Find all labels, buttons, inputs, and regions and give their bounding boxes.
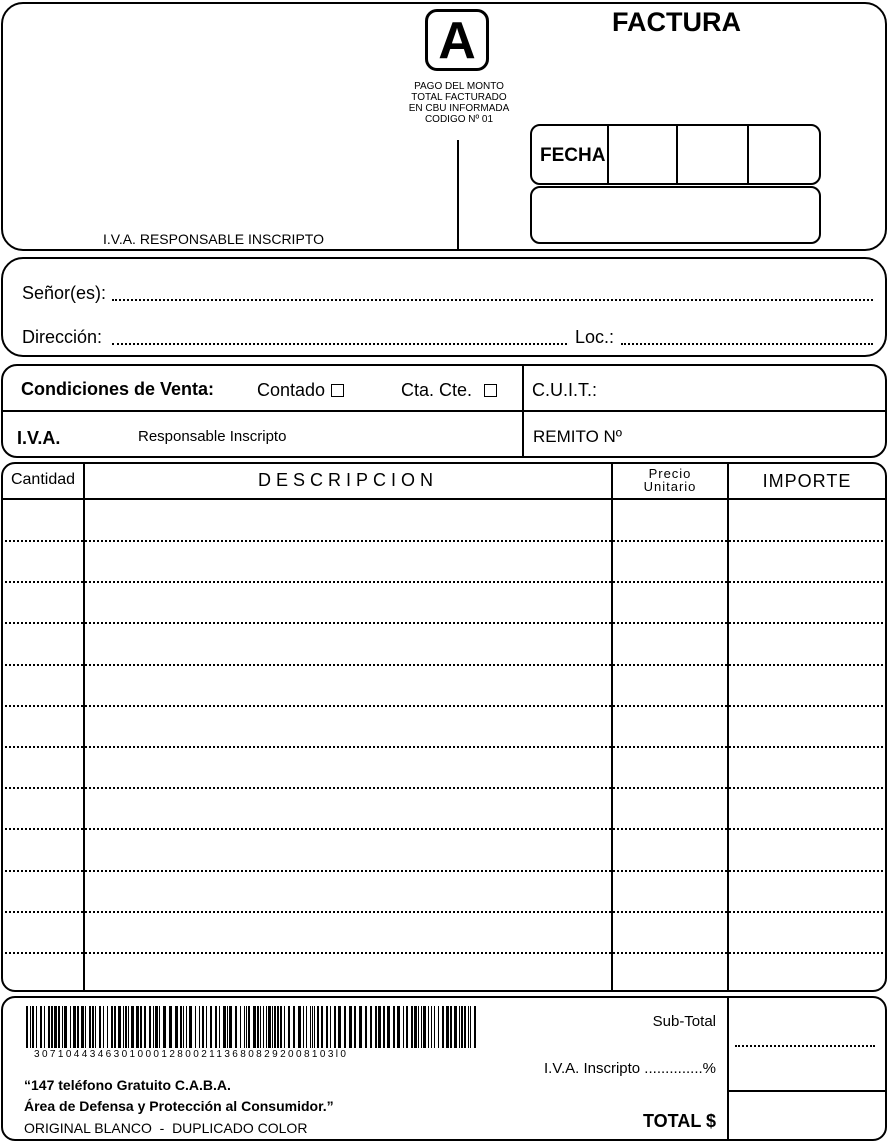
barcode-bar bbox=[321, 1006, 323, 1048]
barcode-bar bbox=[349, 1006, 352, 1048]
precio-line: Precio bbox=[648, 466, 692, 481]
letter-note-line: CODIGO Nº 01 bbox=[424, 114, 494, 125]
barcode-bar bbox=[293, 1006, 295, 1048]
barcode-bar bbox=[330, 1006, 331, 1048]
barcode-bar bbox=[383, 1006, 385, 1048]
barcode-bar bbox=[223, 1006, 226, 1048]
barcode-bar bbox=[240, 1006, 241, 1048]
barcode-bar bbox=[359, 1006, 362, 1048]
barcode-bar bbox=[459, 1006, 460, 1048]
barcode-bar bbox=[284, 1006, 285, 1048]
barcode-bar bbox=[58, 1006, 60, 1048]
barcode-bar bbox=[442, 1006, 444, 1048]
barcode-bar bbox=[263, 1006, 264, 1048]
barcode-bar bbox=[474, 1006, 476, 1048]
direccion-line bbox=[112, 343, 567, 345]
barcode-bar bbox=[235, 1006, 237, 1048]
col-header-cantidad: Cantidad bbox=[10, 471, 76, 488]
barcode-bar bbox=[461, 1006, 463, 1048]
barcode-bar bbox=[246, 1006, 247, 1048]
direccion-label: Dirección: bbox=[22, 327, 103, 347]
barcode-bar bbox=[266, 1006, 267, 1048]
barcode-bar bbox=[215, 1006, 217, 1048]
barcode-bar bbox=[89, 1006, 91, 1048]
barcode-bar bbox=[306, 1006, 307, 1048]
table-row bbox=[5, 540, 883, 542]
letter-note bbox=[398, 81, 520, 125]
conditions-vertical-divider bbox=[522, 364, 524, 458]
barcode-bar bbox=[229, 1006, 232, 1048]
barcode-bar bbox=[92, 1006, 94, 1048]
unitario-line: Unitario bbox=[643, 479, 697, 494]
barcode-bar bbox=[244, 1006, 245, 1048]
barcode-bar bbox=[206, 1006, 207, 1048]
barcode-bar bbox=[354, 1006, 356, 1048]
barcode-bar bbox=[418, 1006, 419, 1048]
barcode-bar bbox=[30, 1006, 31, 1048]
barcode-bar bbox=[414, 1006, 417, 1048]
letter-note-line: TOTAL FACTURADO bbox=[411, 92, 507, 103]
barcode-bars bbox=[26, 1006, 478, 1048]
table-row bbox=[5, 664, 883, 666]
barcode-bar bbox=[280, 1006, 282, 1048]
fecha-divider bbox=[607, 126, 609, 183]
barcode-bar bbox=[62, 1006, 63, 1048]
barcode-bar bbox=[40, 1006, 42, 1048]
barcode-bar bbox=[468, 1006, 469, 1048]
header-divider bbox=[457, 140, 459, 250]
barcode-bar bbox=[95, 1006, 96, 1048]
senores-label: Señor(es): bbox=[22, 283, 107, 303]
iva-amount-line bbox=[735, 1045, 875, 1047]
barcode-bar bbox=[421, 1006, 422, 1048]
localidad-line bbox=[621, 343, 873, 345]
cta-cte-checkbox[interactable] bbox=[484, 384, 497, 397]
barcode-bar bbox=[85, 1006, 86, 1048]
barcode-bar bbox=[32, 1006, 34, 1048]
barcode-bar bbox=[114, 1006, 116, 1048]
barcode-bar bbox=[103, 1006, 104, 1048]
barcode-bar bbox=[387, 1006, 390, 1048]
barcode-bar bbox=[446, 1006, 449, 1048]
barcode-bar bbox=[54, 1006, 57, 1048]
barcode-bar bbox=[298, 1006, 301, 1048]
barcode-bar bbox=[125, 1006, 127, 1048]
barcode-bar bbox=[44, 1006, 45, 1048]
barcode-bar bbox=[428, 1006, 429, 1048]
condiciones-venta-label: Condiciones de Venta: bbox=[21, 379, 215, 399]
barcode-bar bbox=[175, 1006, 178, 1048]
barcode-bar bbox=[268, 1006, 271, 1048]
barcode-bar bbox=[51, 1006, 53, 1048]
barcode-bar bbox=[163, 1006, 166, 1048]
barcode-bar bbox=[118, 1006, 121, 1048]
remito-label: REMITO Nº bbox=[533, 427, 623, 446]
barcode-bar bbox=[73, 1006, 76, 1048]
table-row bbox=[5, 828, 883, 830]
barcode-bar bbox=[64, 1006, 67, 1048]
invoice-letter: A bbox=[438, 12, 476, 70]
table-row bbox=[5, 787, 883, 789]
barcode-bar bbox=[210, 1006, 212, 1048]
barcode-bar bbox=[344, 1006, 346, 1048]
barcode-bar bbox=[365, 1006, 367, 1048]
barcode-bar bbox=[257, 1006, 259, 1048]
barcode-bar bbox=[180, 1006, 182, 1048]
barcode-bar bbox=[128, 1006, 129, 1048]
letter-note-line: PAGO DEL MONTO bbox=[414, 81, 504, 92]
total-label: TOTAL $ bbox=[642, 1111, 716, 1131]
barcode-bar bbox=[70, 1006, 71, 1048]
barcode-bar bbox=[403, 1006, 404, 1048]
table-row bbox=[5, 705, 883, 707]
contado-checkbox[interactable] bbox=[331, 384, 344, 397]
barcode-bar bbox=[183, 1006, 184, 1048]
barcode-bar bbox=[310, 1006, 311, 1048]
barcode-bar bbox=[140, 1006, 142, 1048]
barcode-bar bbox=[77, 1006, 79, 1048]
barcode-bar bbox=[155, 1006, 158, 1048]
barcode-bar bbox=[438, 1006, 439, 1048]
conditions-divider bbox=[1, 410, 887, 412]
copies-note: ORIGINAL BLANCO - DUPLICADO COLOR bbox=[24, 1120, 308, 1136]
barcode-bar bbox=[131, 1006, 134, 1048]
table-row bbox=[5, 870, 883, 872]
barcode-bar bbox=[260, 1006, 261, 1048]
col-header-importe: IMPORTE bbox=[762, 471, 852, 491]
barcode-bar bbox=[36, 1006, 37, 1048]
fecha-day-month-divider bbox=[676, 126, 678, 183]
barcode-bar bbox=[189, 1006, 192, 1048]
barcode-bar bbox=[312, 1006, 313, 1048]
localidad-label: Loc.: bbox=[575, 327, 615, 347]
barcode-bar bbox=[393, 1006, 395, 1048]
fecha-box bbox=[530, 124, 821, 185]
barcode-bar bbox=[253, 1006, 256, 1048]
barcode-bar bbox=[303, 1006, 304, 1048]
fecha-month-year-divider bbox=[747, 126, 749, 183]
barcode-bar bbox=[248, 1006, 250, 1048]
barcode-bar bbox=[186, 1006, 187, 1048]
barcode-bar bbox=[370, 1006, 372, 1048]
barcode-bar bbox=[274, 1006, 276, 1048]
barcode-bar bbox=[195, 1006, 196, 1048]
barcode-bar bbox=[277, 1006, 279, 1048]
subtotal-label: Sub-Total bbox=[652, 1013, 716, 1030]
barcode-bar bbox=[406, 1006, 408, 1048]
barcode-bar bbox=[227, 1006, 228, 1048]
table-row bbox=[5, 581, 883, 583]
letter-note-line: EN CBU INFORMADA bbox=[408, 103, 510, 114]
barcode-bar bbox=[411, 1006, 413, 1048]
cuit-label: C.U.I.T.: bbox=[532, 380, 598, 400]
barcode-bar bbox=[48, 1006, 50, 1048]
barcode-bar bbox=[169, 1006, 172, 1048]
invoice-letter-box bbox=[425, 9, 489, 71]
barcode-bar bbox=[136, 1006, 139, 1048]
barcode-bar bbox=[397, 1006, 400, 1048]
barcode-bar bbox=[107, 1006, 108, 1048]
footer-divider bbox=[727, 996, 729, 1141]
cta-cte-label: Cta. Cte. bbox=[401, 380, 473, 400]
table-row bbox=[5, 622, 883, 624]
barcode-bar bbox=[434, 1006, 435, 1048]
barcode-bar bbox=[288, 1006, 290, 1048]
senores-line bbox=[112, 299, 873, 301]
iva-label: I.V.A. bbox=[17, 428, 61, 448]
client-box bbox=[1, 257, 887, 357]
number-box bbox=[530, 186, 821, 244]
barcode-bar bbox=[375, 1006, 377, 1048]
iva-condition: I.V.A. RESPONSABLE INSCRIPTO bbox=[103, 231, 324, 247]
cta-cte-option[interactable] bbox=[401, 380, 497, 401]
col-header-precio-unitario bbox=[613, 467, 727, 493]
iva-inscripto-label: I.V.A. Inscripto ..............% bbox=[543, 1060, 716, 1077]
barcode-bar bbox=[123, 1006, 124, 1048]
barcode-bar bbox=[317, 1006, 319, 1048]
table-row bbox=[5, 746, 883, 748]
barcode-bar bbox=[153, 1006, 154, 1048]
contado-option[interactable] bbox=[257, 380, 344, 401]
barcode-bar bbox=[26, 1006, 28, 1048]
barcode-bar bbox=[202, 1006, 204, 1048]
barcode-bar bbox=[378, 1006, 381, 1048]
consumer-line-1: “147 teléfono Gratuito C.A.B.A. bbox=[24, 1077, 231, 1093]
col-header-descripcion: DESCRIPCION bbox=[257, 470, 438, 490]
barcode-bar bbox=[326, 1006, 328, 1048]
iva-value: Responsable Inscripto bbox=[138, 428, 287, 445]
fecha-label: FECHA bbox=[540, 145, 606, 166]
barcode-bar bbox=[111, 1006, 113, 1048]
barcode-bar bbox=[423, 1006, 426, 1048]
barcode bbox=[26, 1006, 478, 1048]
items-header-divider bbox=[1, 498, 887, 500]
table-row bbox=[5, 952, 883, 954]
barcode-bar bbox=[431, 1006, 432, 1048]
barcode-bar bbox=[149, 1006, 151, 1048]
barcode-bar bbox=[81, 1006, 84, 1048]
barcode-bar bbox=[338, 1006, 341, 1048]
consumer-line-2: Área de Defensa y Protección al Consumidor.” bbox=[24, 1098, 334, 1114]
barcode-bar bbox=[454, 1006, 457, 1048]
barcode-bar bbox=[272, 1006, 273, 1048]
barcode-bar bbox=[199, 1006, 200, 1048]
barcode-bar bbox=[450, 1006, 452, 1048]
barcode-bar bbox=[314, 1006, 315, 1048]
footer-total-divider bbox=[727, 1090, 887, 1092]
table-row bbox=[5, 911, 883, 913]
barcode-bar bbox=[470, 1006, 471, 1048]
barcode-bar bbox=[144, 1006, 146, 1048]
barcode-bar bbox=[219, 1006, 220, 1048]
barcode-bar bbox=[159, 1006, 160, 1048]
document-title: FACTURA bbox=[612, 7, 741, 37]
barcode-bar bbox=[99, 1006, 101, 1048]
contado-label: Contado bbox=[257, 380, 326, 400]
barcode-number: 30710443463010001280021136808292008103l0 bbox=[34, 1049, 349, 1060]
barcode-bar bbox=[334, 1006, 336, 1048]
barcode-bar bbox=[464, 1006, 466, 1048]
